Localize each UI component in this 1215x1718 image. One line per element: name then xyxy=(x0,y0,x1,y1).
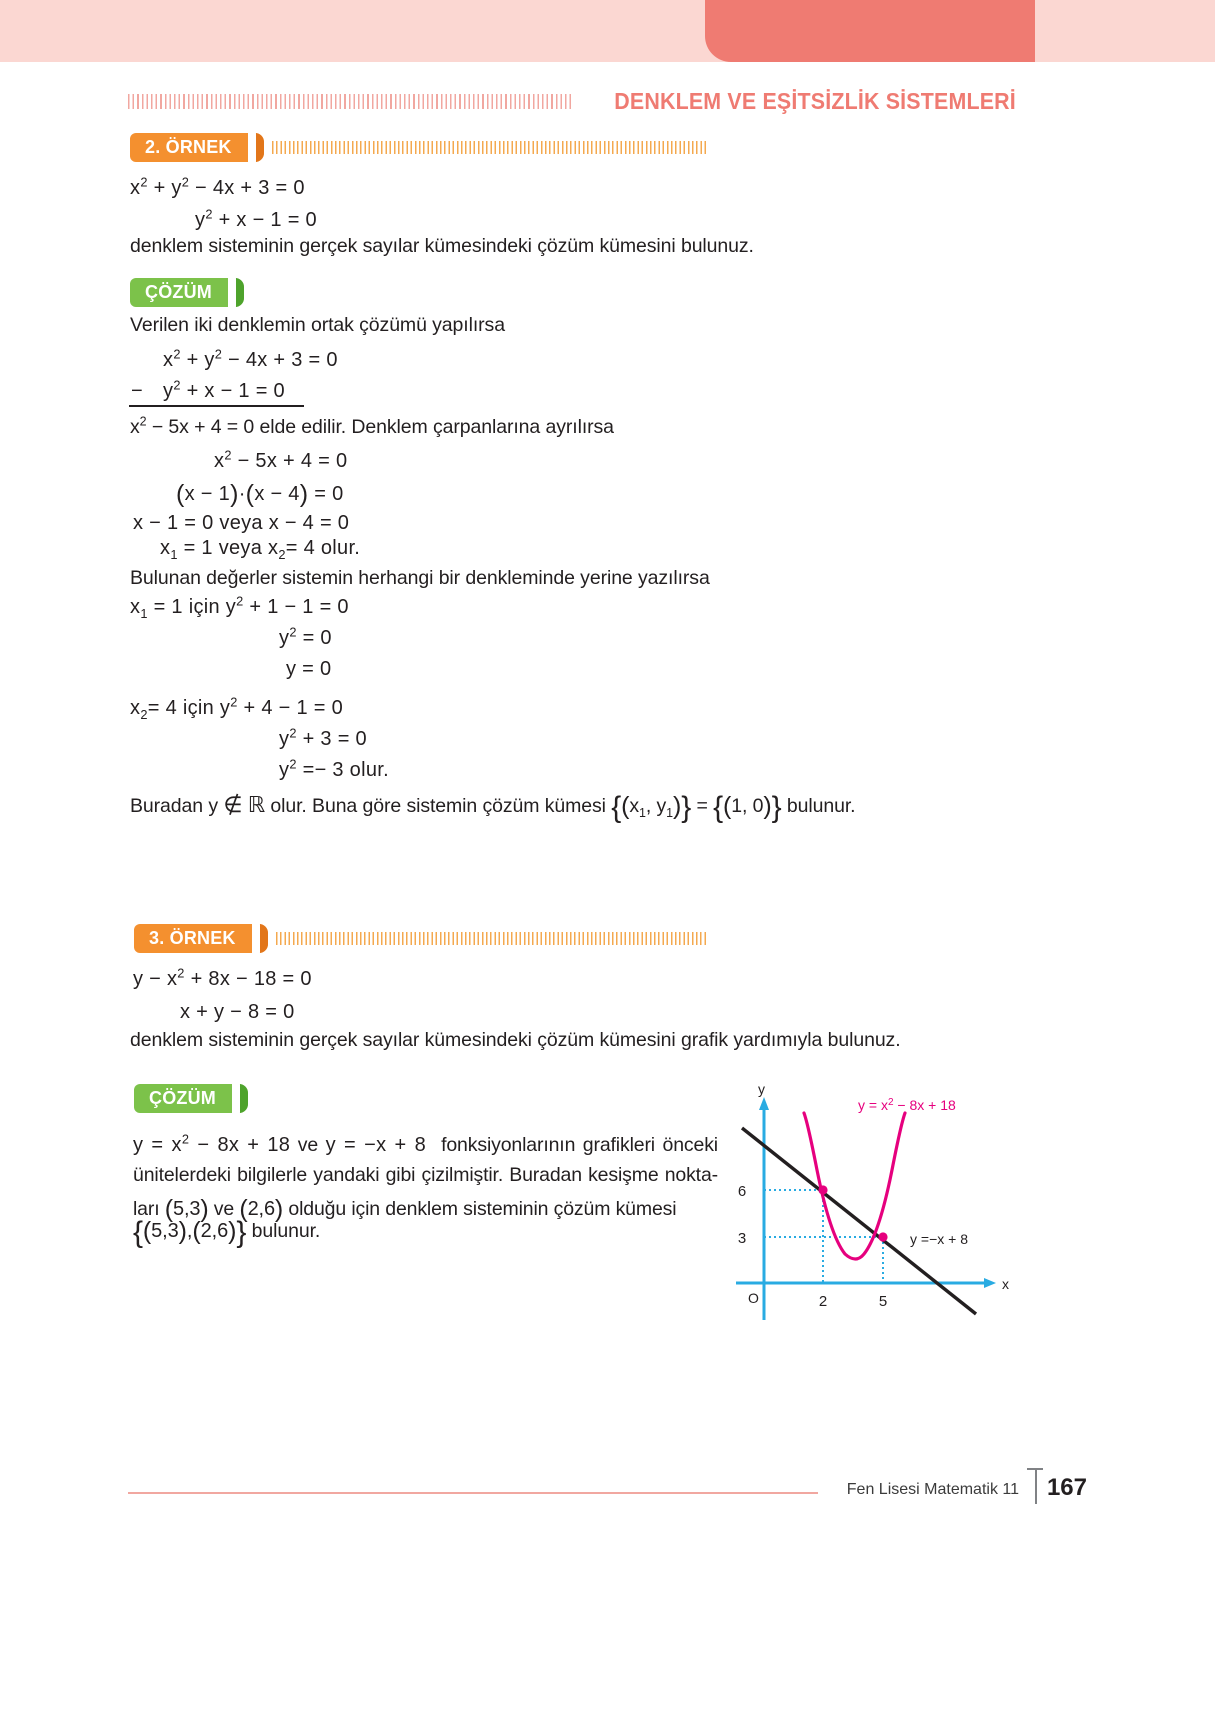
example-2-case-1c: y = 0 xyxy=(286,658,332,680)
example-3-equation-1: $y - x^2 + 8x - 18 = 0$ xyxy=(133,965,312,990)
graph-svg xyxy=(718,1082,1018,1332)
origin-label: O xyxy=(748,1290,759,1306)
example-2-solution-intro: Verilen iki denklemin ortak çözümü yapılırsa xyxy=(130,314,505,336)
y-tick-6: 6 xyxy=(737,1183,747,1200)
example-2-sub-line-b: $y^2 + x - 1 = 0$ xyxy=(163,377,285,402)
x-axis-label: x xyxy=(1002,1276,1009,1292)
real-numbers-symbol: ℝ xyxy=(247,792,266,817)
paragraph-ve-2: ve xyxy=(213,1198,235,1221)
example-3-answer-line xyxy=(133,1215,320,1252)
example-2-factored: (x − 1)·(x − 4) = 0 xyxy=(176,480,344,508)
graph-figure xyxy=(718,1082,1018,1332)
paragraph-point-2: (2,6) xyxy=(239,1195,284,1224)
example-2-sub-line-a: $x^2 + y^2 - 4x + 3 = 0$ xyxy=(163,346,338,371)
example-2-prompt: denklem sisteminin gerçek sayılar kümesindeki çözüm kümesini bulunuz. xyxy=(130,235,754,257)
example-3-badge-tail xyxy=(252,924,268,953)
example-3-solution-paragraph xyxy=(133,1130,718,1228)
paragraph-math-line: y = −x + 8 xyxy=(325,1134,427,1156)
paragraph-line3-c: olduğu için denklem sisteminin çözüm kümesi xyxy=(288,1198,677,1221)
footer-book-title: Fen Lisesi Matematik 11 xyxy=(846,1481,1019,1498)
example-3-equation-2: x + y − 8 = 0 xyxy=(180,1001,295,1023)
parabola-equation-label: $y = x^2 - 8x + 18$ xyxy=(858,1096,956,1113)
paragraph-point-1: (5,3) xyxy=(164,1195,209,1224)
running-head-rule xyxy=(128,94,574,109)
example-3-answer-tail: bulunur. xyxy=(251,1220,321,1242)
paragraph-ve-1: ve xyxy=(297,1134,319,1156)
example-3-badge: 3. ÖRNEK xyxy=(134,924,252,953)
conclusion-prefix: Buradan y xyxy=(130,795,224,817)
not-element-of-icon: ∉ xyxy=(223,792,243,817)
example-2-solution-badge: ÇÖZÜM xyxy=(130,278,228,307)
example-2-sub-result: $x^2 - 5x + 4 = 0$ elde edilir. Denklem çarpanlarına ayrılırsa xyxy=(130,414,614,438)
paragraph-line3-a: ları xyxy=(133,1198,160,1221)
example-2-equation-1: $x^2 + y^2 - 4x + 3 = 0$ xyxy=(130,174,305,199)
line-equation-label: y =−x + 8 xyxy=(910,1231,968,1247)
example-2-badge-rule xyxy=(272,141,708,154)
example-2-conclusion: Buradan y ∉ ℝ olur. Buna göre sistemin çözüm kümesi {($x_1$, $y_1)\} = \{(1$, 0)} bulunur. xyxy=(130,791,856,824)
example-2-case-1: $x_1 = 1$ için $y^2 + 1 - 1 = 0$ xyxy=(130,593,349,621)
example-2-equation-2: $y^2 + x - 1 = 0$ xyxy=(195,206,317,231)
example-2-case-2b: $y^2 + 3 = 0$ xyxy=(279,725,367,750)
x-axis xyxy=(736,1278,996,1288)
example-3-badge-rule xyxy=(276,932,708,945)
conclusion-middle: olur. Buna göre sistemin çözüm kümesi xyxy=(265,795,612,817)
conclusion-equals: = xyxy=(696,795,708,817)
example-3-answer-set: {(5,3),(2,6)} xyxy=(133,1216,247,1249)
example-2-solution-badge-row xyxy=(130,278,244,307)
example-3-solution-badge-row xyxy=(134,1084,248,1113)
x-tick-2: 2 xyxy=(818,1293,828,1310)
example-2-substitute-note: Bulunan değerler sistemin herhangi bir denkleminde yerine yazılırsa xyxy=(130,567,710,589)
example-2-case-1b: $y^2 = 0$ xyxy=(279,624,332,649)
example-2-case-2c: $y^2 =- 3$ olur. xyxy=(279,756,389,781)
intersection-point-5-3 xyxy=(878,1232,887,1241)
example-2-badge-row xyxy=(130,133,708,162)
example-3-prompt: denklem sisteminin gerçek sayılar kümesindeki çözüm kümesini grafik yardımıyla bulunuz. xyxy=(130,1029,901,1051)
running-head xyxy=(128,86,1016,116)
y-tick-3: 3 xyxy=(737,1230,747,1247)
example-2-badge: 2. ÖRNEK xyxy=(130,133,248,162)
example-2-badge-tail xyxy=(248,133,264,162)
example-3-solution-badge: ÇÖZÜM xyxy=(134,1084,232,1113)
example-2-quadratic: $x^2 - 5x + 4 = 0$ xyxy=(214,447,348,472)
conclusion-suffix: bulunur. xyxy=(781,795,856,817)
paragraph-line1-tail: fonksiyonlarının grafikleri önceki xyxy=(441,1134,718,1156)
example-2-roots: $x_1 = 1$ veya $x_2= 4$ olur. xyxy=(160,537,361,562)
running-head-title: DENKLEM VE EŞİTSİZLİK SİSTEMLERİ xyxy=(614,87,1016,114)
footer-rule xyxy=(128,1492,818,1494)
example-2-root-conditions: x − 1 = 0 veya x − 4 = 0 xyxy=(133,512,350,534)
footer-divider xyxy=(1035,1470,1037,1504)
example-3-solution-badge-tail xyxy=(232,1084,248,1113)
example-2-sub-operator: − xyxy=(131,380,143,402)
series-line-y-equals-minus-x-plus-8 xyxy=(742,1128,976,1314)
y-axis-label: y xyxy=(758,1082,765,1097)
example-2-case-2: $x_2= 4$ için $y^2 + 4 - 1 = 0$ xyxy=(130,694,343,722)
intersection-point-2-6 xyxy=(818,1185,827,1194)
example-2-subtraction-rule xyxy=(129,405,304,407)
example-3-badge-row xyxy=(134,924,708,953)
decorative-top-tab xyxy=(705,0,1035,62)
paragraph-line2: ünitelerdeki bilgilerle yandaki gibi çizilmiştir. Buradan kesişme nokta- xyxy=(133,1163,718,1186)
y-axis xyxy=(759,1097,769,1320)
x-tick-5: 5 xyxy=(878,1293,888,1310)
footer-page-number: 167 xyxy=(1046,1474,1087,1501)
paragraph-math-parabola: $y = x^2 - 8x + 18$ xyxy=(133,1131,291,1156)
example-2-solution-badge-tail xyxy=(228,278,244,307)
